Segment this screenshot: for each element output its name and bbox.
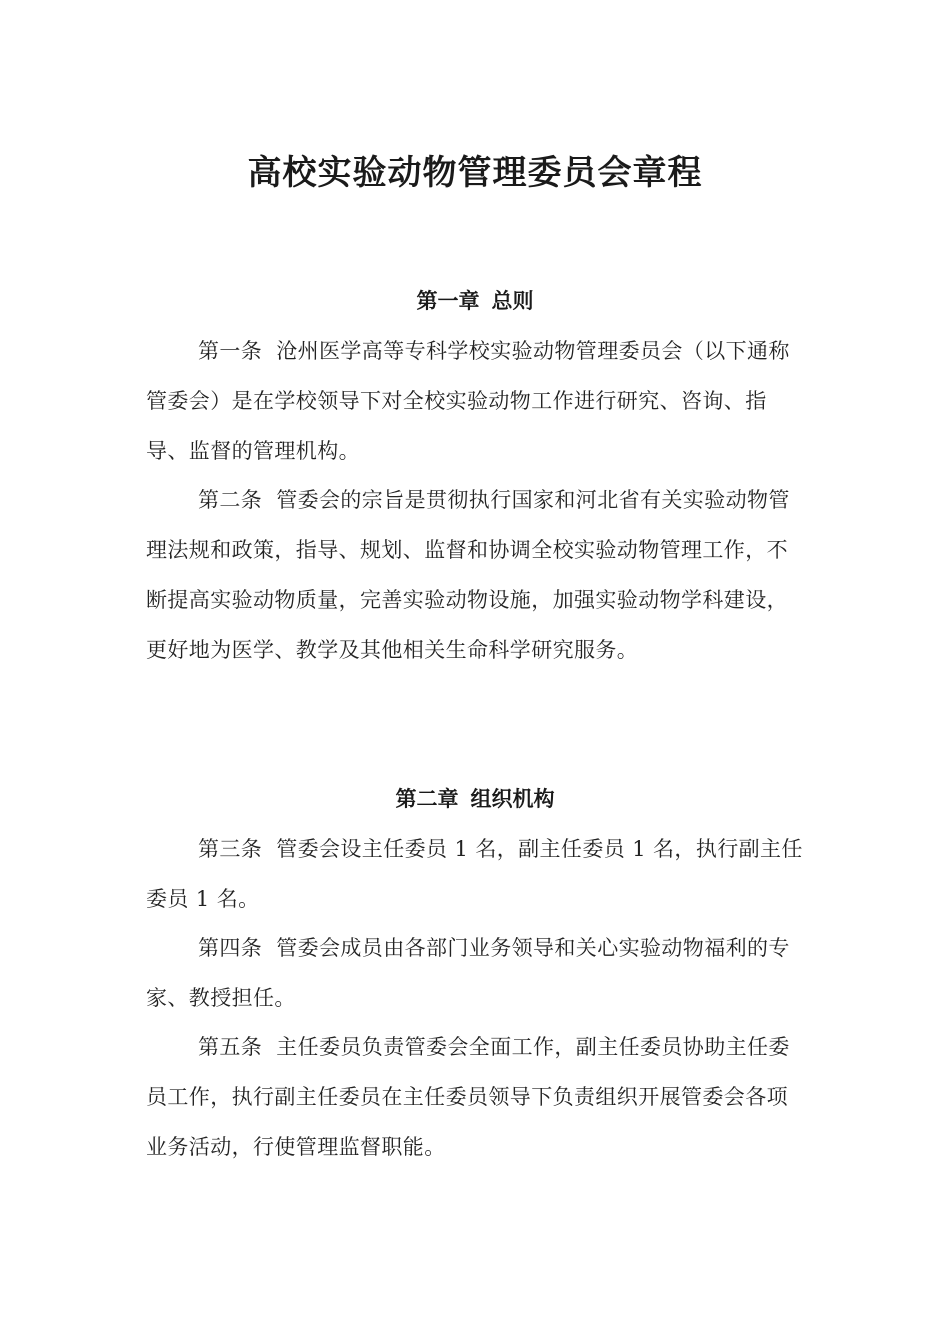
article-label: 第五条 bbox=[198, 1035, 263, 1059]
article-label: 第二条 bbox=[198, 488, 263, 512]
article-text: 主任委员负责管委会全面工作，副主任委员协助主任委员工作，执行副主任委员在主任委员领导下负责组织开展管委会各项业务活动，行使管理监督职能。 bbox=[146, 1035, 790, 1159]
article-text: 管委会设主任委员 1 名，副主任委员 1 名，执行副主任委员 1 名。 bbox=[146, 837, 803, 911]
article-text: 沧州医学高等专科学校实验动物管理委员会（以下通称管委会）是在学校领导下对全校实验动物工作进行研究、咨询、指导、监督的管理机构。 bbox=[146, 339, 790, 463]
article-text: 管委会的宗旨是贯彻执行国家和河北省有关实验动物管理法规和政策，指导、规划、监督和协调全校实验动物管理工作，不断提高实验动物质量，完善实验动物设施，加强实验动物学科建设，更好地为医学、教学及其他相关生命科学研究服务。 bbox=[146, 488, 790, 662]
chapter-name: 总则 bbox=[491, 289, 534, 313]
article-3 bbox=[146, 824, 806, 924]
article-5 bbox=[146, 1022, 806, 1172]
chapter-heading-2 bbox=[0, 784, 950, 814]
chapter-heading-1 bbox=[0, 286, 950, 316]
article-2 bbox=[146, 475, 806, 675]
chapter-name: 组织机构 bbox=[470, 787, 555, 811]
chapter-number: 第二章 bbox=[395, 787, 459, 811]
document-title: 高校实验动物管理委员会章程 bbox=[247, 153, 703, 193]
article-1 bbox=[146, 326, 806, 476]
chapter-number: 第一章 bbox=[416, 289, 480, 313]
article-text: 管委会成员由各部门业务领导和关心实验动物福利的专家、教授担任。 bbox=[146, 936, 790, 1010]
article-label: 第一条 bbox=[198, 339, 263, 363]
article-label: 第四条 bbox=[198, 936, 263, 960]
article-label: 第三条 bbox=[198, 837, 263, 861]
article-4 bbox=[146, 923, 806, 1023]
